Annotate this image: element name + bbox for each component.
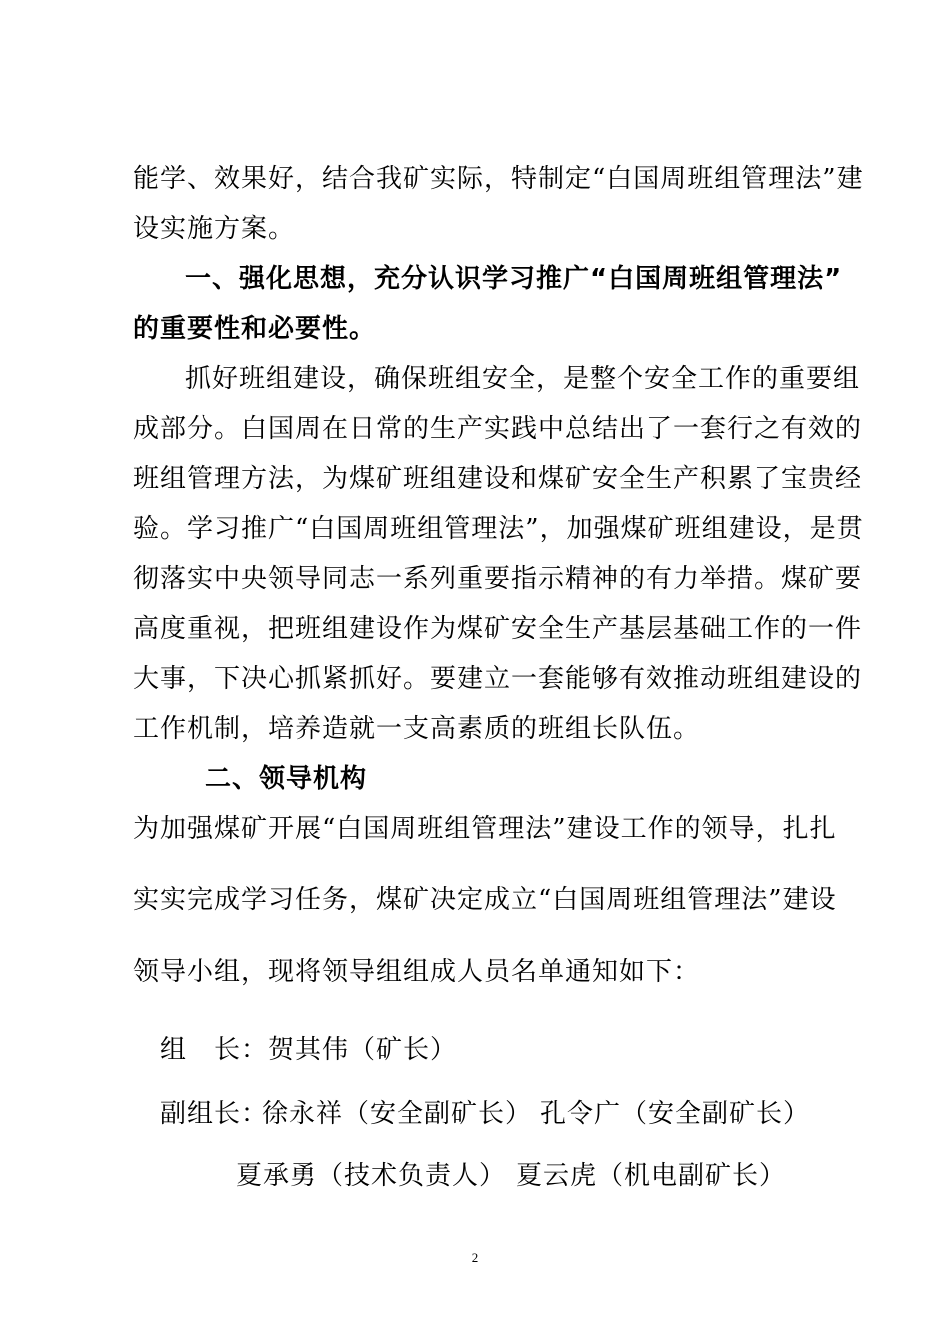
- deputy-member: 夏承勇（技术负责人）: [236, 1161, 507, 1191]
- intro-line-1: 能学、效果好，结合我矿实际，特制定“白国周班组管理法”建: [133, 164, 864, 194]
- section1-body-line: 大事，下决心抓紧抓好。要建立一套能够有效推动班组建设的: [133, 664, 863, 694]
- leader-entry: 组 长：贺其伟（矿长）: [160, 1035, 458, 1065]
- deputy-member: 夏云虎（机电副矿长）: [516, 1161, 787, 1191]
- section1-body-line: 彻落实中央领导同志一系列重要指示精神的有力举措。煤矿要: [133, 564, 863, 594]
- section2-heading: 二、领导机构: [205, 764, 368, 794]
- section1-heading-line-2: 的重要性和必要性。: [133, 314, 377, 344]
- section2-body-line: 实实完成学习任务，煤矿决定成立“白国周班组管理法”建设: [133, 885, 837, 915]
- section1-body-line: 验。学习推广“白国周班组管理法”，加强煤矿班组建设，是贯: [133, 514, 864, 544]
- deputy-member: 孔令广（安全副矿长）: [540, 1099, 811, 1129]
- page-number: 2: [471, 1250, 479, 1265]
- section2-body-line: 领导小组，现将领导组组成人员名单通知如下：: [133, 957, 701, 987]
- section1-heading-line-1: 一、强化思想，充分认识学习推广“白国周班组管理法”: [185, 264, 843, 294]
- section1-body-line: 高度重视，把班组建设作为煤矿安全生产基层基础工作的一件: [133, 614, 863, 644]
- deputy-label: 副组长：: [160, 1099, 269, 1129]
- section1-body-line: 成部分。白国周在日常的生产实践中总结出了一套行之有效的: [133, 414, 863, 444]
- intro-line-2: 设实施方案。: [133, 214, 296, 244]
- section1-body-line: 抓好班组建设，确保班组安全，是整个安全工作的重要组: [185, 364, 861, 394]
- section1-body-line: 班组管理方法，为煤矿班组建设和煤矿安全生产积累了宝贵经: [133, 464, 863, 494]
- section2-body-line: 为加强煤矿开展“白国周班组管理法”建设工作的领导，扎扎: [133, 814, 837, 844]
- section1-body-line: 工作机制，培养造就一支高素质的班组长队伍。: [133, 714, 701, 744]
- deputy-member: 徐永祥（安全副矿长）: [262, 1099, 533, 1129]
